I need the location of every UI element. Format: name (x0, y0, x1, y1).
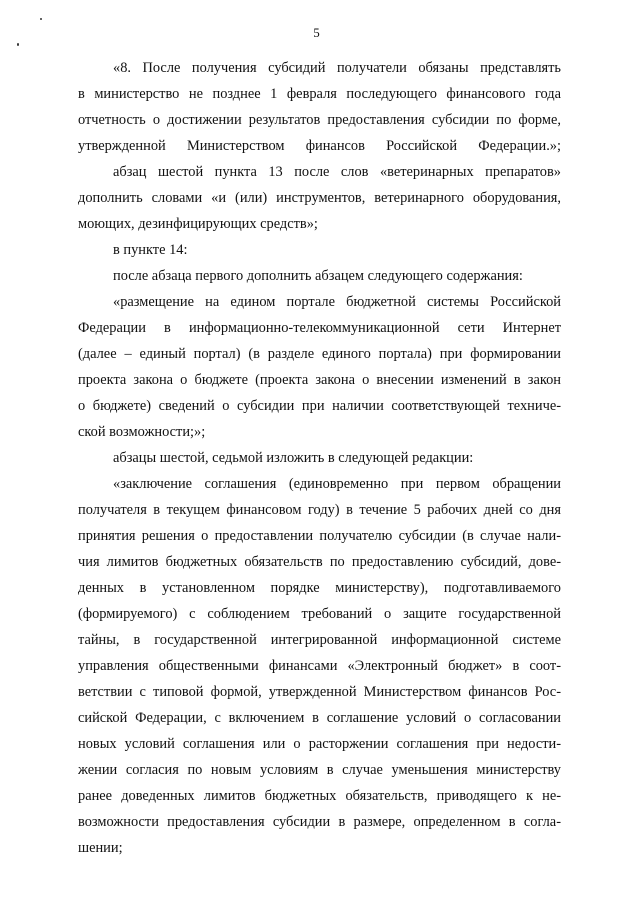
page-number: 5 (313, 25, 320, 40)
text-line: в пункте 14: (113, 242, 188, 258)
text-line: о бюджете) сведений о субсидии при наличии соответствующей техниче- (78, 398, 561, 414)
text-line: (формируемого) с соблюдением требований о защите государственной (78, 606, 561, 622)
text-line: дополнить словами «и (или) инструментов, ветеринарного оборудования, (78, 190, 561, 206)
text-line: Федерации в информационно-телекоммуникационной сети Интернет (78, 320, 561, 336)
text-line: в министерство не позднее 1 февраля последующего финансового года (78, 86, 561, 102)
text-line: получателя в текущем финансовом году) в течение 5 рабочих дней со дня (78, 502, 561, 518)
text-line: моющих, дезинфицирующих средств»; (78, 216, 318, 232)
text-line: отчетность о достижении результатов предоставления субсидии по форме, (78, 112, 561, 128)
scan-speck (40, 18, 42, 20)
text-line: сийской Федерации, с включением в соглашение условий о согласовании (78, 710, 561, 726)
text-line: жении согласия по новым условиям в случае уменьшения министерству (78, 762, 561, 778)
text-line: денных в установленном порядке министерству), подготавливаемого (78, 580, 561, 596)
text-line: управления общественными финансами «Электронный бюджет» в соот- (78, 658, 561, 674)
text-line: после абзаца первого дополнить абзацем следующего содержания: (113, 268, 523, 284)
text-line: возможности предоставления субсидии в размере, определенном в согла- (78, 814, 561, 830)
text-line: «размещение на едином портале бюджетной системы Российской (113, 294, 561, 310)
text-line: абзац шестой пункта 13 после слов «ветеринарных препаратов» (113, 164, 561, 180)
text-line: ветствии с типовой формой, утвержденной Министерством финансов Рос- (78, 684, 561, 700)
text-line: утвержденной Министерством финансов Российской Федерации.»; (78, 138, 561, 154)
text-line: принятия решения о предоставлении получателю субсидии (в случае нали- (78, 528, 561, 544)
text-line: проекта закона о бюджете (проекта закона о внесении изменений в закон (78, 372, 561, 388)
text-line: новых условий соглашения или о расторжении соглашения при недости- (78, 736, 561, 752)
text-line: «заключение соглашения (единовременно при первом обращении (113, 476, 561, 492)
text-line: тайны, в государственной интегрированной информационной системе (78, 632, 561, 648)
text-line: «8. После получения субсидий получатели обязаны представлять (113, 60, 561, 76)
text-line: чия лимитов бюджетных обязательств по предоставлению субсидий, дове- (78, 554, 561, 570)
scan-speck (17, 43, 19, 46)
text-line: ранее доведенных лимитов бюджетных обязательств, приводящего к не- (78, 788, 561, 804)
text-line: абзацы шестой, седьмой изложить в следующей редакции: (113, 450, 474, 466)
text-line: (далее – единый портал) (в разделе единого портала) при формировании (78, 346, 561, 362)
text-line: шении; (78, 840, 123, 856)
text-line: ской возможности;»; (78, 424, 206, 440)
